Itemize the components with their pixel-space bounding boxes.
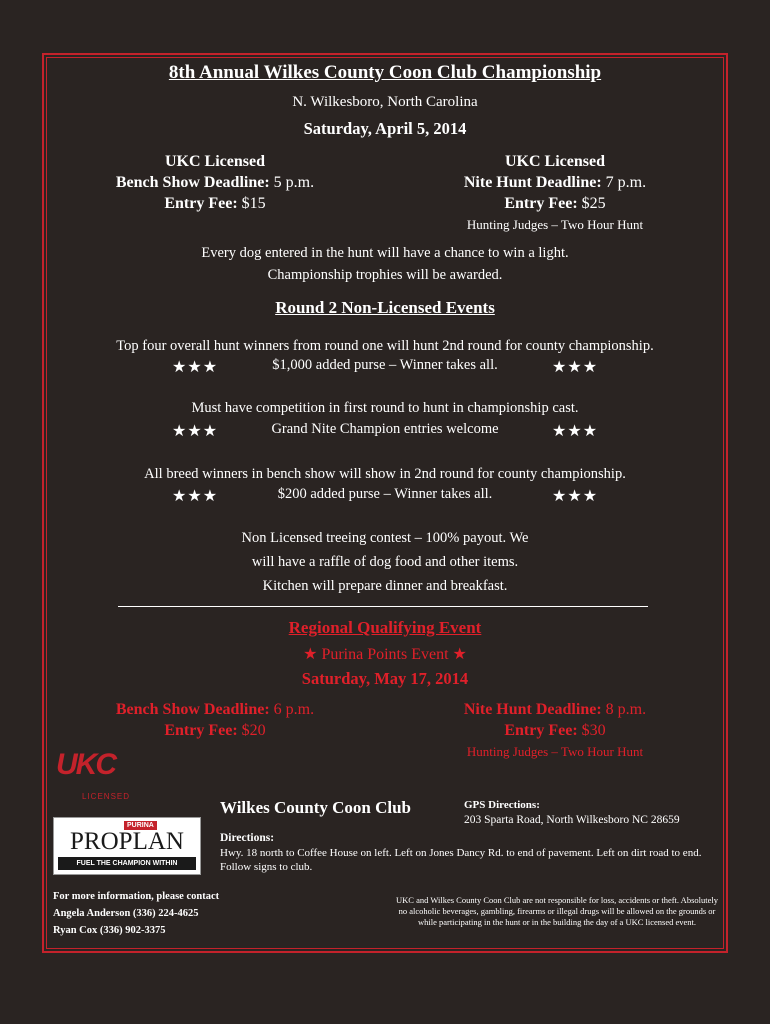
regional-hunt-fee xyxy=(400,720,710,741)
contact-label: For more information, please contact xyxy=(53,891,220,902)
contact-angela: Angela Anderson (336) 224-4625 xyxy=(53,908,199,919)
extra-line-2: will have a raffle of dog food and other items. xyxy=(251,554,519,570)
purina-points: ★ Purina Points Event ★ xyxy=(303,646,467,663)
purse-line-3 xyxy=(40,486,730,508)
round2-text-3: All breed winners in bench show will show in 2nd round for county championship. xyxy=(144,466,626,482)
regional-heading: Regional Qualifying Event xyxy=(288,618,482,637)
regional-right-block xyxy=(400,699,710,762)
hunt-judges-note: Hunting Judges – Two Hour Hunt xyxy=(466,217,644,232)
hunt-deadline xyxy=(400,172,710,193)
purse-text-2: Grand Nite Champion entries welcome xyxy=(271,421,499,437)
hunt-fee-value: $25 xyxy=(581,195,606,212)
purse-line-2 xyxy=(40,421,730,443)
star-icon: ★★★ xyxy=(172,359,219,376)
purse-line-1 xyxy=(40,357,730,379)
club-name: Wilkes County Coon Club xyxy=(220,798,411,817)
divider xyxy=(118,606,648,607)
bench-deadline xyxy=(60,172,370,193)
event-location: N. Wilkesboro, North Carolina xyxy=(292,94,478,110)
hunt-fee xyxy=(400,193,710,214)
intro-line-2: Championship trophies will be awarded. xyxy=(267,267,503,283)
regional-left-block xyxy=(60,699,370,741)
contact-ryan: Ryan Cox (336) 902-3375 xyxy=(53,925,166,936)
round2-heading: Round 2 Non-Licensed Events xyxy=(275,298,495,317)
star-icon: ★★★ xyxy=(172,488,219,505)
intro-text xyxy=(40,242,730,286)
regional-hunt-deadline xyxy=(400,699,710,720)
licensed-right-title: UKC Licensed xyxy=(505,153,605,170)
regional-bench-fee-value: $20 xyxy=(241,722,266,739)
intro-line-1: Every dog entered in the hunt will have a chance to win a light. xyxy=(201,245,569,261)
gps-address: 203 Sparta Road, North Wilkesboro NC 28659 xyxy=(464,814,680,826)
bench-deadline-time: 5 p.m. xyxy=(273,174,315,191)
bench-fee xyxy=(60,193,370,214)
licensed-right-block xyxy=(400,151,710,235)
hunt-deadline-time: 7 p.m. xyxy=(605,174,647,191)
regional-judges-note: Hunting Judges – Two Hour Hunt xyxy=(466,744,644,759)
purse-text-1: $1,000 added purse – Winner takes all. xyxy=(272,357,498,373)
regional-hunt-label: Nite Hunt Deadline: xyxy=(463,701,602,718)
directions-label: Directions: xyxy=(220,832,275,844)
regional-bench-fee xyxy=(60,720,370,741)
bench-fee-value: $15 xyxy=(241,195,266,212)
regional-bench-time: 6 p.m. xyxy=(273,701,315,718)
regional-hunt-fee-value: $30 xyxy=(581,722,606,739)
proplan-tagline: FUEL THE CHAMPION WITHIN xyxy=(58,857,196,870)
hunt-deadline-label: Nite Hunt Deadline: xyxy=(463,174,602,191)
extra-line-1: Non Licensed treeing contest – 100% payout. We xyxy=(241,530,529,546)
regional-date: Saturday, May 17, 2014 xyxy=(301,669,469,688)
bench-deadline-label: Bench Show Deadline: xyxy=(115,174,270,191)
regional-bench-fee-label: Entry Fee: xyxy=(164,722,238,739)
extra-info xyxy=(40,526,730,598)
regional-hunt-fee-label: Entry Fee: xyxy=(504,722,578,739)
star-icon: ★★★ xyxy=(172,423,219,440)
ukc-logo xyxy=(56,748,156,790)
ukc-licensed-text: LICENSED xyxy=(82,792,131,801)
proplan-logo xyxy=(53,817,201,875)
proplan-wordmark: PROPLAN xyxy=(70,828,184,855)
directions-text: Hwy. 18 north to Coffee House on left. Left on Jones Dancy Rd. to end of pavement. Left on dirt road to end. Follow signs to club. xyxy=(220,847,702,873)
star-icon: ★★★ xyxy=(552,359,599,376)
ukc-logo-text: UKC xyxy=(56,748,115,781)
disclaimer: UKC and Wilkes County Coon Club are not responsible for loss, accidents or theft. Absolutely no alcoholic beverages, gambling, firearms or illegal drugs will be allowed on the grounds or while participating in the hunt or in the building the day of a UKC licensed event. xyxy=(396,895,718,927)
event-date: Saturday, April 5, 2014 xyxy=(303,119,467,138)
purina-tag: PURINA xyxy=(124,821,157,830)
round2-text-2: Must have competition in first round to hunt in championship cast. xyxy=(191,400,579,416)
regional-hunt-time: 8 p.m. xyxy=(605,701,647,718)
hunt-fee-label: Entry Fee: xyxy=(504,195,578,212)
star-icon: ★★★ xyxy=(552,488,599,505)
round2-text-1: Top four overall hunt winners from round one will hunt 2nd round for county championship. xyxy=(116,338,654,354)
extra-line-3: Kitchen will prepare dinner and breakfast. xyxy=(262,578,508,594)
licensed-left-title: UKC Licensed xyxy=(165,153,265,170)
contact-block xyxy=(53,888,219,939)
regional-bench-deadline xyxy=(60,699,370,720)
licensed-left-block xyxy=(60,151,370,214)
bench-fee-label: Entry Fee: xyxy=(164,195,238,212)
regional-bench-label: Bench Show Deadline: xyxy=(115,701,270,718)
purse-text-3: $200 added purse – Winner takes all. xyxy=(277,486,493,502)
star-icon: ★★★ xyxy=(552,423,599,440)
event-title: 8th Annual Wilkes County Coon Club Championship xyxy=(168,62,602,83)
gps-label: GPS Directions: xyxy=(464,799,540,811)
